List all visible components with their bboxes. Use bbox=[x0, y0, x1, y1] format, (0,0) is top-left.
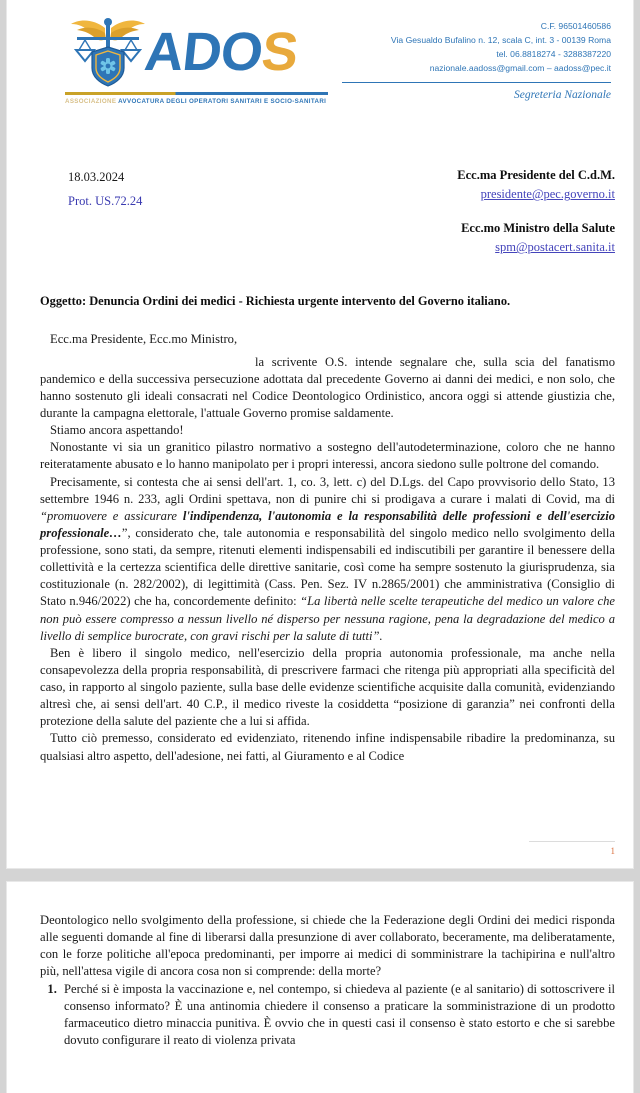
tagline-rest: AVVOCATURA DEGLI OPERATORI SANITARI E SOCIO-SANITARI bbox=[118, 98, 327, 105]
page-separator bbox=[0, 868, 640, 882]
logo-wordmark bbox=[141, 22, 301, 82]
list-item: 1. Perché si è imposta la vaccinazione e, nel contempo, si chiedeva al paziente (e al sanitario) di sottoscrivere il consenso informato? È una antinomia chiedere il consenso a praticare la somministrazione di un prodotto farmaceutico dietro minaccia punitiva. È ovvio che in questi casi il consenso è stato estorto e che si sarebbe dovuto configurare il reato di violenza privata bbox=[60, 981, 615, 1050]
recipient-2-email[interactable]: spm@postacert.sanita.it bbox=[495, 240, 615, 255]
letter-meta bbox=[40, 166, 615, 258]
contact-details bbox=[342, 14, 611, 105]
paragraph-1-text: la scrivente O.S. intende segnalare che, sulla scia del fanatismo pandemico e della successiva persecuzione adottata dal precedente Governo ai danni dei medici, e non solo, che hanno sostenuto gli ideali consacrati nel Codice Deontologico Ordinistico, ancora oggi si attende giustizia che, durante la campagna elettorale, l'attuale Governo promise saldamente. bbox=[40, 354, 615, 420]
paragraph-4 bbox=[40, 474, 615, 645]
date-and-protocol bbox=[40, 166, 142, 214]
quote-1-bold: l'indipendenza, l'autonomia e la responsabilità delle professioni e dell'esercizio professionale… bbox=[40, 508, 615, 540]
document-page-2 bbox=[7, 882, 633, 1093]
contact-phone: tel. 06.8818274 - 3288387220 bbox=[496, 48, 611, 59]
quote-2: “La libertà nelle scelte terapeutiche del medico un valore che non può essere compresso a nessun livello né disperso per nessuna ragione, pena la degradazione del medico a livello di semplice burocrate, con gravi rischi per la salute di tutti”. bbox=[40, 594, 615, 643]
paragraph-4-part-b: considerato che, tale autonomia e responsabilità del singolo medico nello svolgimento della professione, sono stati, da sempre, ritenuti elementi indispensabili ed indiscutibili per garantire il benessere della collettività e la certezza scientifica delle direttive sanitarie, così come ha sempre sostenuto la giurisprudenza, sia costituzionale (n. 282/2002), di legittimità (Cass. Pen. Sez. IV n.2865/2001) che amministrativa (Consiglio di Stato n.946/2022) che ha, concordemente definito: bbox=[40, 525, 615, 609]
logo-letter-a: A bbox=[141, 22, 187, 82]
quote-1-close: ”, bbox=[121, 525, 136, 540]
recipients bbox=[315, 166, 615, 258]
paragraph-6: Tutto ciò premesso, considerato ed evidenziato, ritenendo infine indispensabile ribadire la predominanza, su qualsiasi altro aspetto, dell'adesione, nei fatti, al Giuramento e al Codice bbox=[40, 731, 615, 763]
footer-rule bbox=[529, 841, 615, 842]
document-page-1 bbox=[7, 0, 633, 868]
quote-1-open: “promuovere e assicurare bbox=[40, 508, 183, 523]
contact-email: nazionale.aadoss@gmail.com – aadoss@pec.it bbox=[429, 62, 611, 73]
letter-date: 18.03.2024 bbox=[68, 170, 125, 184]
paragraph-3: Nonostante vi sia un granitico pilastro normativo a sostegno dell'autodeterminazione, coloro che ne hanno reiteratamente abusato e lo hanno manipolato per i propri interessi, ancora siedono sulle poltrone del comando. bbox=[40, 440, 615, 472]
letter-subject: Oggetto: Denuncia Ordini dei medici - Richiesta urgente intervento del Governo italiano. bbox=[40, 293, 511, 308]
contact-fiscal-code: C.F. 96501460586 bbox=[540, 21, 611, 31]
segreteria-nazionale-label: Segreteria Nazionale bbox=[514, 89, 611, 102]
organization-tagline bbox=[65, 98, 342, 105]
recipient-1-email[interactable]: presidente@pec.governo.it bbox=[480, 187, 615, 202]
recipient-2-title: Ecc.mo Ministro della Salute bbox=[461, 220, 615, 235]
paragraph-1 bbox=[40, 354, 615, 423]
page-2-body bbox=[7, 882, 633, 1049]
scales-of-justice-with-wings-and-shield-icon bbox=[65, 14, 151, 90]
salutation: Ecc.ma Presidente, Ecc.mo Ministro, bbox=[50, 331, 238, 346]
letterhead-divider-left bbox=[65, 92, 328, 95]
organization-logo bbox=[65, 14, 342, 105]
paragraph-2: Stiamo ancora aspettando! bbox=[50, 423, 184, 438]
tagline-associazione: ASSOCIAZIONE bbox=[65, 98, 117, 105]
logo-letter-o: O bbox=[217, 22, 266, 82]
page-1-body bbox=[7, 166, 633, 765]
paragraph-4-part-a: Precisamente, si contesta che ai sensi dell'art. 1, co. 3, lett. c) del D.Lgs. del Capo provvisorio dello Stato, 13 settembre 1946 n. 233, agli Ordini spettava, non di punire chi si prodigava a curare i malati di Covid, ma di bbox=[40, 474, 615, 506]
letterhead-divider-right bbox=[342, 82, 611, 84]
logo-letter-d: D bbox=[179, 22, 225, 82]
questions-list bbox=[40, 981, 615, 1050]
contact-address: Via Gesualdo Bufalino n. 12, scala C, int. 3 - 00139 Roma bbox=[390, 34, 611, 45]
letterhead bbox=[7, 0, 633, 126]
logo-letter-s: S bbox=[258, 22, 301, 82]
page-2-paragraph-1: Deontologico nello svolgimento della professione, si chiede che la Federazione degli Ordini dei medici risponda alle seguenti domande al fine di liberarsi dalla presunzione di aver collaborato, beceramente, ma deliberatamente, con le forze politiche all'epoca predominanti, per imporre ai medici di somministrare la tachipirina e null'altro più, nell'attesa vigile di ancora cosa non si comprende: della morte? bbox=[40, 913, 615, 979]
paragraph-5: Ben è libero il singolo medico, nell'esercizio della propria autonomia professionale, ma anche nella consapevolezza della propria responsabilità, di prescrivere farmaci che ritenga più appropriati alla specificità del caso, in rapporto al singolo paziente, sulla base delle evidenze scientifiche acquisite dalla comunità, evidenziando altresì che, ai sensi dell'art. 40 C.P., il medico riveste la cosiddetta “posizione di garanzia” nei confronti della protezione della salute del paziente che a lui si affida. bbox=[40, 645, 615, 729]
recipient-1-title: Ecc.ma Presidente del C.d.M. bbox=[457, 168, 615, 182]
letter-protocol: Prot. US.72.24 bbox=[68, 193, 143, 208]
page-number-1: 1 bbox=[610, 846, 615, 856]
